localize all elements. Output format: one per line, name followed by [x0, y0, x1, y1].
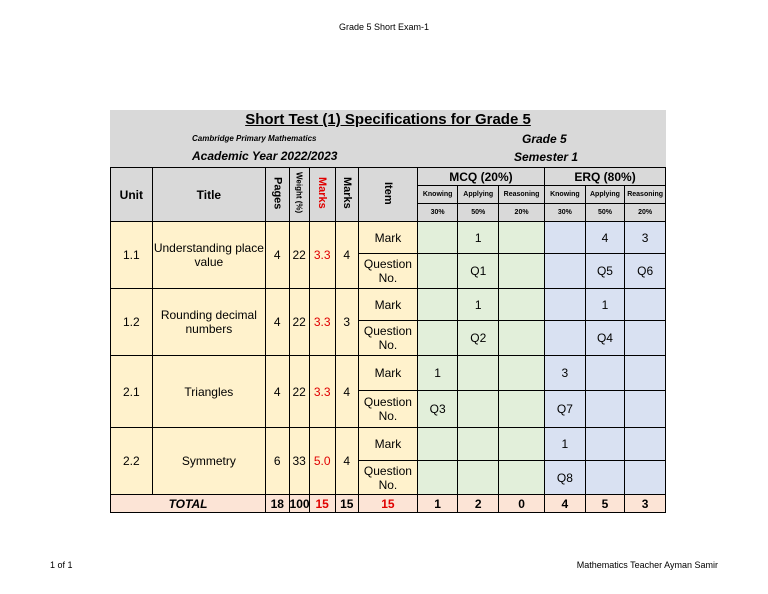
question-cell: Q2: [458, 321, 499, 356]
mark-cell: 1: [545, 428, 586, 461]
question-cell: [499, 254, 545, 289]
unit-title: Symmetry: [152, 428, 265, 495]
unit-marks: 4: [335, 222, 359, 289]
unit-weight: 22: [289, 222, 309, 289]
mark-cell: [585, 428, 625, 461]
question-cell: [417, 321, 458, 356]
unit-row: [111, 222, 666, 254]
total-label: TOTAL: [111, 495, 266, 513]
semester-label: Semester 1: [514, 150, 579, 164]
mark-cell: [625, 289, 666, 321]
question-cell: [625, 321, 666, 356]
course-name: Cambridge Primary Mathematics: [192, 134, 317, 143]
unit-title: Rounding decimal numbers: [152, 289, 265, 356]
question-cell: [625, 391, 666, 428]
question-cell: Q1: [458, 254, 499, 289]
mark-cell: [585, 356, 625, 391]
unit-marks: 4: [335, 428, 359, 495]
col-marks-header: Marks: [335, 168, 359, 222]
mark-cell: 4: [585, 222, 625, 254]
col-marks-red-header: Marks: [309, 168, 335, 222]
mcq-reasoning-pct: 20%: [499, 204, 545, 222]
erq-reasoning-pct: 20%: [625, 204, 666, 222]
total-cell: 1: [417, 495, 458, 513]
mark-cell: 3: [545, 356, 586, 391]
mark-cell: [545, 222, 586, 254]
question-cell: [545, 254, 586, 289]
sheet-title: Short Test (1) Specifications for Grade 5: [110, 110, 666, 130]
item-question-label: Question No.: [359, 391, 418, 428]
footer-author: Mathematics Teacher Ayman Samir: [576, 560, 718, 570]
grade-label: Grade 5: [522, 132, 567, 146]
unit-weight: 22: [289, 289, 309, 356]
mark-cell: 1: [458, 222, 499, 254]
mark-cell: [417, 428, 458, 461]
unit-row: [111, 356, 666, 391]
unit-number: 2.2: [111, 428, 153, 495]
col-weight-header: Weight (%): [289, 168, 309, 222]
mark-cell: [545, 289, 586, 321]
col-pages-header: Pages: [266, 168, 290, 222]
unit-title: Understanding place value: [152, 222, 265, 289]
mcq-reasoning: Reasoning: [499, 186, 545, 204]
mark-cell: 1: [585, 289, 625, 321]
mcq-header: MCQ (20%): [417, 168, 544, 186]
mcq-applying-pct: 50%: [458, 204, 499, 222]
question-cell: [499, 391, 545, 428]
specification-table: [110, 167, 666, 513]
total-cell: 5: [585, 495, 625, 513]
total-marks: 15: [335, 495, 359, 513]
mark-cell: [417, 289, 458, 321]
unit-number: 1.1: [111, 222, 153, 289]
question-cell: Q6: [625, 254, 666, 289]
question-cell: [499, 461, 545, 495]
erq-knowing-pct: 30%: [545, 204, 586, 222]
question-cell: [458, 391, 499, 428]
academic-year: Academic Year 2022/2023: [192, 149, 338, 163]
mcq-applying: Applying: [458, 186, 499, 204]
item-mark-label: Mark: [359, 428, 418, 461]
col-unit-header: Unit: [111, 168, 153, 222]
total-weight: 100: [289, 496, 310, 511]
unit-row: [111, 428, 666, 461]
question-cell: Q5: [585, 254, 625, 289]
unit-number: 2.1: [111, 356, 153, 428]
question-cell: [585, 391, 625, 428]
mark-cell: [499, 222, 545, 254]
question-cell: Q8: [545, 461, 586, 495]
question-cell: Q4: [585, 321, 625, 356]
erq-knowing: Knowing: [545, 186, 586, 204]
mark-cell: [625, 356, 666, 391]
spec-table-container: [110, 110, 666, 513]
unit-weight: 22: [289, 356, 309, 428]
unit-title: Triangles: [152, 356, 265, 428]
mark-cell: [625, 428, 666, 461]
mark-cell: [417, 222, 458, 254]
unit-pages: 4: [266, 356, 290, 428]
mark-cell: 1: [417, 356, 458, 391]
item-question-label: Question No.: [359, 321, 418, 356]
mark-cell: 1: [458, 289, 499, 321]
erq-reasoning: Reasoning: [625, 186, 666, 204]
unit-marks: 3: [335, 289, 359, 356]
unit-pages: 4: [266, 289, 290, 356]
question-cell: [499, 321, 545, 356]
unit-marks: 4: [335, 356, 359, 428]
mark-cell: [458, 356, 499, 391]
col-title-header: Title: [152, 168, 265, 222]
erq-applying: Applying: [585, 186, 625, 204]
total-cell: 3: [625, 495, 666, 513]
item-question-label: Question No.: [359, 254, 418, 289]
col-item-header: Item: [359, 168, 418, 222]
total-marks-red: 15: [309, 495, 335, 513]
mark-cell: [458, 428, 499, 461]
unit-marks-red: 5.0: [309, 428, 335, 495]
total-pages: 18: [266, 495, 290, 513]
question-cell: Q7: [545, 391, 586, 428]
item-mark-label: Mark: [359, 356, 418, 391]
item-question-label: Question No.: [359, 461, 418, 495]
mcq-knowing-pct: 30%: [417, 204, 458, 222]
unit-marks-red: 3.3: [309, 356, 335, 428]
unit-pages: 4: [266, 222, 290, 289]
unit-pages: 6: [266, 428, 290, 495]
unit-row: [111, 289, 666, 321]
question-cell: [417, 461, 458, 495]
total-item: 15: [359, 495, 418, 513]
question-cell: Q3: [417, 391, 458, 428]
total-cell: 2: [458, 495, 499, 513]
item-mark-label: Mark: [359, 289, 418, 321]
mark-cell: [499, 356, 545, 391]
question-cell: [458, 461, 499, 495]
question-cell: [417, 254, 458, 289]
item-mark-label: Mark: [359, 222, 418, 254]
unit-weight: 33: [289, 428, 309, 495]
erq-header: ERQ (80%): [545, 168, 666, 186]
question-cell: [585, 461, 625, 495]
unit-marks-red: 3.3: [309, 222, 335, 289]
mcq-knowing: Knowing: [417, 186, 458, 204]
mark-cell: [499, 428, 545, 461]
question-cell: [545, 321, 586, 356]
question-cell: [625, 461, 666, 495]
sheet-subheader: [110, 130, 666, 167]
erq-applying-pct: 50%: [585, 204, 625, 222]
mark-cell: [499, 289, 545, 321]
unit-marks-red: 3.3: [309, 289, 335, 356]
unit-number: 1.2: [111, 289, 153, 356]
document-header: Grade 5 Short Exam-1: [338, 22, 430, 32]
total-row: [111, 495, 666, 513]
total-cell: 0: [499, 495, 545, 513]
mark-cell: 3: [625, 222, 666, 254]
page-number: 1 of 1: [50, 560, 73, 570]
total-cell: 4: [545, 495, 586, 513]
